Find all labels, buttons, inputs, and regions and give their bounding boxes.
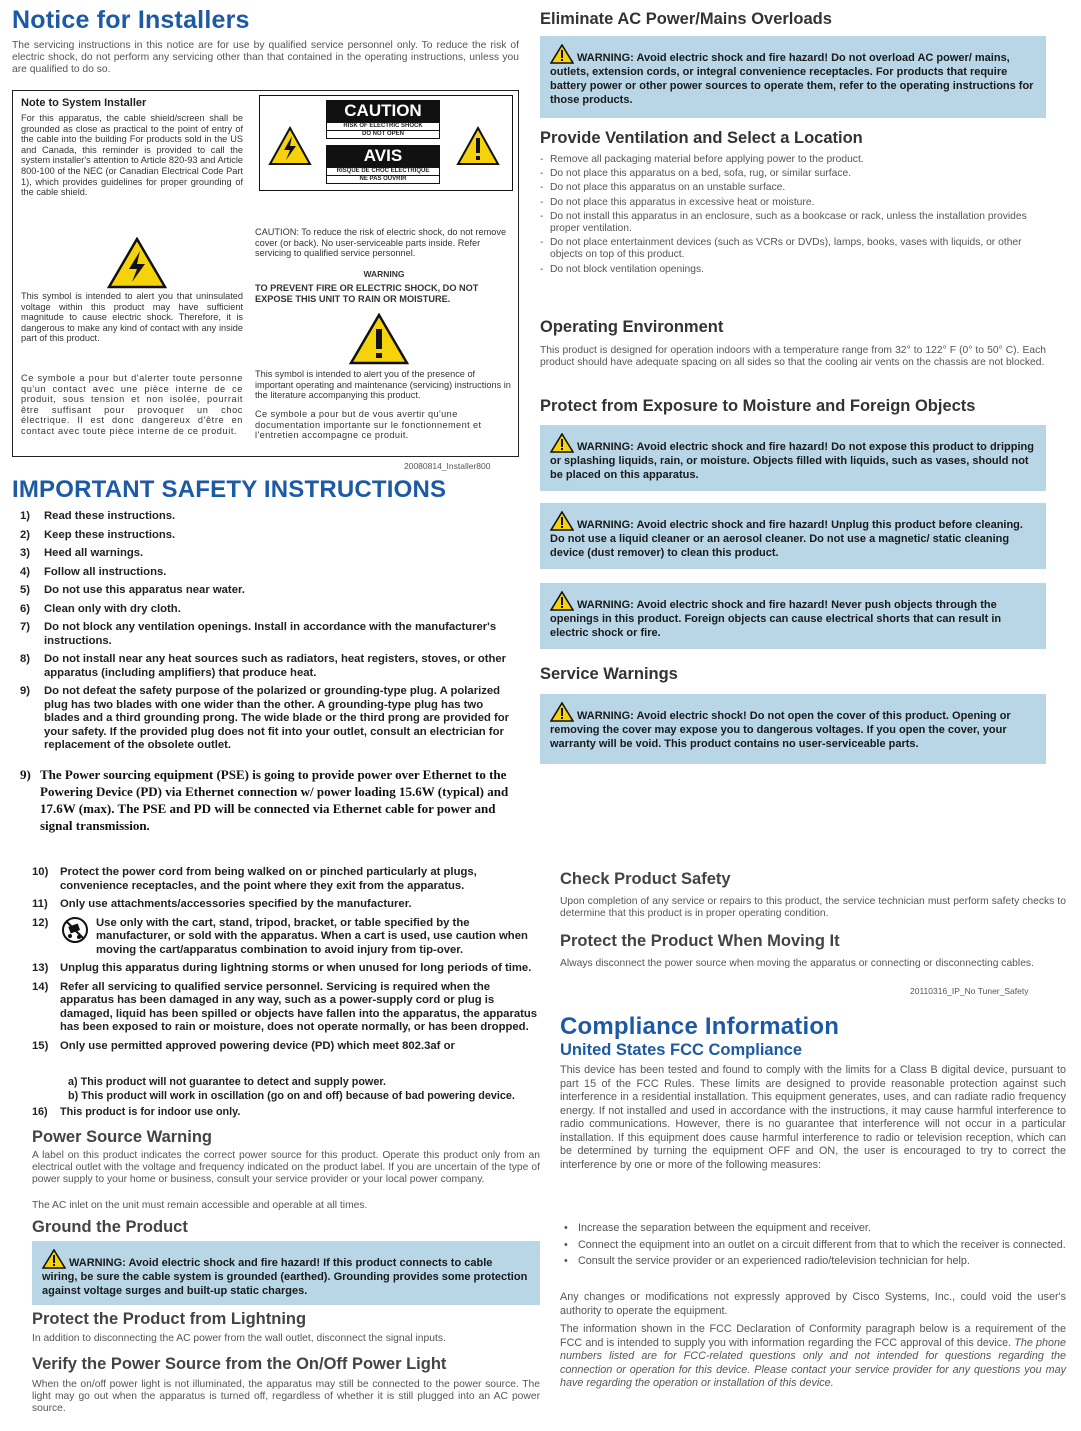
list-item: 6) Clean only with dry cloth. [20, 602, 181, 615]
instruction-9b: 9) The Power sourcing equipment (PSE) is going to provide power over Ethernet to the Powering Device (PD) via Ethernet connection w/ power loading 15.6W (typical) and 17.6W (max). The PSE and PD will be connected via Ethernet cable for power and signal transmission. [20, 767, 509, 833]
verify-text: When the on/off power light is not illuminated, the apparatus may still be connected to the power source. The light may go out when the apparatus is turned off, regardless of whether it is still plugged into an AC power source. [32, 1379, 540, 1415]
moisture-warning-3: WARNING: Avoid electric shock and fire hazard! Never push objects through the openings in this product. Foreign objects can cause electrical shorts that can result in electric shock or fire. [540, 583, 1046, 649]
fcc-text-3: The information shown in the FCC Declaration of Conformity paragraph below is a requirement of the FCC and is intended to supply you with information regarding the FCC approval of this device. The phone numbers listed are for FCC-related questions only and not intended for questions regarding the connection or operation for this device. Please contact your service provider for any questions you may have regarding the operation or installation of this device. [560, 1323, 1067, 1389]
caution-text: CAUTION: To reduce the risk of electric shock, do not remove cover (or back). No user-serviceable parts inside. Refer servicing to qualified service personnel. [255, 227, 507, 259]
overload-warning: WARNING: Avoid electric shock and fire hazard! Do not overload AC power/ mains, outlets, extension cords, or integral convenience receptacles. For products that require battery power or other power sources to operate them, refer to the operating instructions for those products. [540, 36, 1046, 118]
list-item: - Do not place entertainment devices (such as VCRs or DVDs), lamps, books, vases with liquids, or other objects on top of this product. [540, 237, 1022, 261]
warning-icon [550, 511, 574, 531]
check-title: Check Product Safety [560, 870, 731, 888]
list-item: 1) Read these instructions. [20, 510, 176, 522]
lightning-title: Protect the Product from Lightning [32, 1310, 307, 1328]
safety-code: 20110316_IP_No Tuner_Safety [910, 986, 1029, 996]
caution-sub2: DO NOT OPEN [326, 131, 440, 139]
list-item: - Do not block ventilation openings. [540, 263, 704, 275]
ground-title: Ground the Product [32, 1218, 188, 1236]
cart-tipover-icon [60, 917, 90, 943]
list-item: 12) Use only with the cart, stand, tripod, bracket, or table specified by the manufacturer, or sold with the apparatus. When a cart is used, use caution when moving the cart/apparatus combination to avoid injury from tip-over. [32, 916, 528, 956]
lightning-warning-icon [107, 237, 167, 289]
list-item: 3) Heed all warnings. [20, 547, 144, 559]
moisture-warning-1: WARNING: Avoid electric shock and fire hazard! Do not expose this product to dripping or splashing liquids, rain, or moisture. Objects filled with liquids, such as vases, should not be placed on this apparatus. [540, 425, 1046, 491]
caution-sub1: RISK OF ELECTRIC SHOCK [326, 122, 440, 131]
notice-intro: The servicing instructions in this notice are for use by qualified service personnel only. To reduce the risk of electric shock, do not perform any servicing other than that contained in the operating instructions, unless you are qualified to do so. [12, 40, 519, 76]
warning-label: WARNING [363, 269, 405, 279]
list-item: - Do not install this apparatus in an enclosure, such as a bookcase or rack, unless the installation provides proper ventilation. [540, 210, 1027, 235]
list-item: 4) Follow all instructions. [20, 565, 167, 578]
warning-icon [550, 433, 574, 453]
symbol-text-fr: Ce symbole a pour but d'alerter toute personne qu'un contact avec une pièce interne de ce produit, sous tension et non isolée, pourrait être suffisant pour provoquer un choc électrique. Il est donc dangereux d'être en contact avec toute pièce interne de ce produit. [21, 373, 243, 436]
ground-warning: WARNING: Avoid electric shock and fire hazard! If this product connects to cable wiring, be sure the cable system is grounded (earthed). Grounding provides some protection against voltage surges and built-up static charges. [32, 1241, 540, 1305]
environment-title: Operating Environment [540, 318, 724, 336]
list-item: • Consult the service provider or an experienced radio/television technician for help. [564, 1255, 970, 1267]
moving-text: Always disconnect the power source when moving the apparatus or connecting or disconnecting cables. [560, 958, 1034, 969]
moisture-warning-2: WARNING: Avoid electric shock and fire hazard! Unplug this product before cleaning. Do not use a liquid cleaner or an aerosol cleaner. Do not use a magnetic/ static cleaning device (dust remover) to clean this product. [540, 503, 1046, 569]
avis-sub2: NE PAS OUVRIR [326, 176, 440, 184]
caution-label: CAUTION [326, 100, 440, 122]
installer-code: 20080814_Installer800 [404, 461, 491, 471]
item-15b: b) This product will work in oscillation (go on and off) because of bad powering device. [68, 1090, 515, 1102]
warning-icon [550, 44, 574, 64]
list-item: - Do not place this apparatus on an unstable surface. [540, 182, 786, 194]
list-item: 9) Do not defeat the safety purpose of the polarized or grounding-type plug. A polarized plug has two blades with one wider than the other. A grounding-type plug has two blades and a third grounding prong. The wide blade or the third prong are provided for your safety. If the provided plug does not fit into your outlet, consult an electrician for replacement of the obsolete outlet. [20, 685, 510, 751]
environment-text: This product is designed for operation indoors with a temperature range from 32° to 122° F (0° to 50° C). Each product should have adequate spacing on all sides so that the cooling air vents on the chassis are not blocked. [540, 345, 1046, 369]
exclaim-text-fr: Ce symbole a pour but de vous avertir qu'une documentation importante sur le fonctionnement et l'entretien accompagne ce produit. [255, 409, 482, 441]
list-item: 11) Only use attachments/accessories specified by the manufacturer. [32, 898, 412, 910]
exclamation-warning-icon [456, 126, 500, 166]
list-item: 8) Do not install near any heat sources such as radiators, heat registers, stoves, or other apparatus (including amplifiers) that produce heat. [20, 653, 507, 679]
exclaim-text-en: This symbol is intended to alert you of the presence of important operating and maintenance (servicing) instructions in the literature accompanying this product. [255, 369, 511, 401]
exclamation-warning-icon [349, 313, 409, 365]
list-item: • Increase the separation between the equipment and receiver. [564, 1222, 871, 1234]
warning-icon [550, 591, 574, 611]
list-item: • Connect the equipment into an outlet on a circuit different from that to which the receiver is connected. [564, 1238, 1066, 1251]
list-item: 5) Do not use this apparatus near water. [20, 584, 245, 596]
moisture-title: Protect from Exposure to Moisture and Foreign Objects [540, 397, 976, 415]
item-16: 16) This product is for indoor use only. [32, 1106, 241, 1118]
compliance-title: Compliance Information [560, 1013, 840, 1040]
fcc-text-2: Any changes or modifications not expressly approved by Cisco Systems, Inc., could void the user's authority to operate the equipment. [560, 1291, 1066, 1317]
check-text: Upon completion of any service or repairs to this product, the service technician must perform safety checks to determine that this product is in proper operating condition. [560, 896, 1066, 920]
list-item: - Do not place this apparatus in excessive heat or moisture. [540, 196, 815, 208]
warning-icon [550, 702, 574, 722]
moving-title: Protect the Product When Moving It [560, 932, 840, 950]
avis-label: AVIS [326, 145, 440, 167]
power-title: Power Source Warning [32, 1128, 213, 1146]
service-title: Service Warnings [540, 665, 678, 683]
list-item: 10) Protect the power cord from being walked on or pinched particularly at plugs, convenience receptacles, and the point where they exit from the apparatus. [32, 866, 477, 892]
avis-sub1: RISQUE DE CHOC ÉLECTRIQUE [326, 167, 440, 176]
safety-title: IMPORTANT SAFETY INSTRUCTIONS [12, 476, 447, 503]
lightning-text: In addition to disconnecting the AC power from the wall outlet, disconnect the signal inputs. [32, 1333, 446, 1344]
notice-title: Notice for Installers [12, 6, 250, 34]
list-item: - Do not place this apparatus on a bed, sofa, rug, or similar surface. [540, 168, 852, 180]
ventilation-title: Provide Ventilation and Select a Location [540, 129, 863, 147]
verify-title: Verify the Power Source from the On/Off Power Light [32, 1355, 447, 1373]
list-item: 14) Refer all servicing to qualified service personnel. Servicing is required when the apparatus has been damaged in any way, such as a power-supply cord or plug is damaged, liquid has been spilled or objects have fallen into the apparatus, the apparatus has been exposed to rain or moisture, does not operate normally, or has been dropped. [32, 980, 538, 1033]
lightning-warning-icon [268, 126, 312, 166]
power-text-2: The AC inlet on the unit must remain accessible and operable at all times. [32, 1200, 368, 1211]
overload-title: Eliminate AC Power/Mains Overloads [540, 10, 832, 28]
list-item: 15) Only use permitted approved powering device (PD) which meet 802.3af or [32, 1039, 455, 1052]
power-text: A label on this product indicates the correct power source for this product. Operate this product only from an electrical outlet with the voltage and frequency indicated on the product label. If you are uncertain of the type of power supply to your home or business, consult your service provider or your local power company. [32, 1150, 540, 1186]
warning-icon [42, 1249, 66, 1269]
fcc-list [564, 1222, 1066, 1271]
fcc-title: United States FCC Compliance [560, 1041, 803, 1059]
list-item: 13) Unplug this apparatus during lightning storms or when unused for long periods of time. [32, 962, 532, 974]
item-15a: a) This product will not guarantee to detect and supply power. [68, 1076, 386, 1088]
installer-heading: Note to System Installer [21, 97, 147, 109]
ventilation-list [540, 154, 1046, 278]
list-item: 7) Do not block any ventilation openings. Install in accordance with the manufacturer's instructions. [20, 621, 497, 647]
warning-text: TO PREVENT FIRE OR ELECTRIC SHOCK, DO NOT EXPOSE THIS UNIT TO RAIN OR MOISTURE. [255, 283, 479, 304]
installer-note: For this apparatus, the cable shield/screen shall be grounded as close as practical to the point of entry of the cable into the building For products sold in the US and Canada, this reminder is provided to call the system installer's attention to Article 820-93 and Article 800-100 of the NEC (or Canadian Electrical Code Part 1), which provides guidelines for proper grounding of the cable shield. [21, 113, 243, 198]
fcc-text: This device has been tested and found to comply with the limits for a Class B digital device, pursuant to part 15 of the FCC Rules. These limits are designed to provide reasonable protection against such interference in a residential installation. This equipment generates, uses, and can radiate radio frequency energy. If not installed and used in accordance with the instructions, it may cause harmful interference to radio communications. However, there is no guarantee that interference will not occur in a particular installation. If this equipment does cause harmful interference to radio or television reception, which can be determined by turning the equipment OFF and ON, the user is encouraged to try to correct the interference by one or more of the following measures: [560, 1064, 1066, 1171]
instructions-list-2 [32, 866, 540, 1054]
list-item: 2) Keep these instructions. [20, 528, 176, 541]
service-warning: WARNING: Avoid electric shock! Do not open the cover of this product. Opening or removing the cover may expose you to dangerous voltages. If you open the cover, your warranty will be void. This product contains no user-serviceable parts. [540, 694, 1046, 764]
installer-box [12, 90, 519, 457]
instructions-list [20, 510, 519, 758]
caution-label-block [259, 95, 513, 191]
list-item: - Remove all packaging material before applying power to the product. [540, 154, 864, 165]
symbol-text-en: This symbol is intended to alert you that uninsulated voltage within this product may have sufficient magnitude to cause electric shock. Therefore, it is dangerous to make any kind of contact with any inside part of this product. [21, 291, 243, 344]
